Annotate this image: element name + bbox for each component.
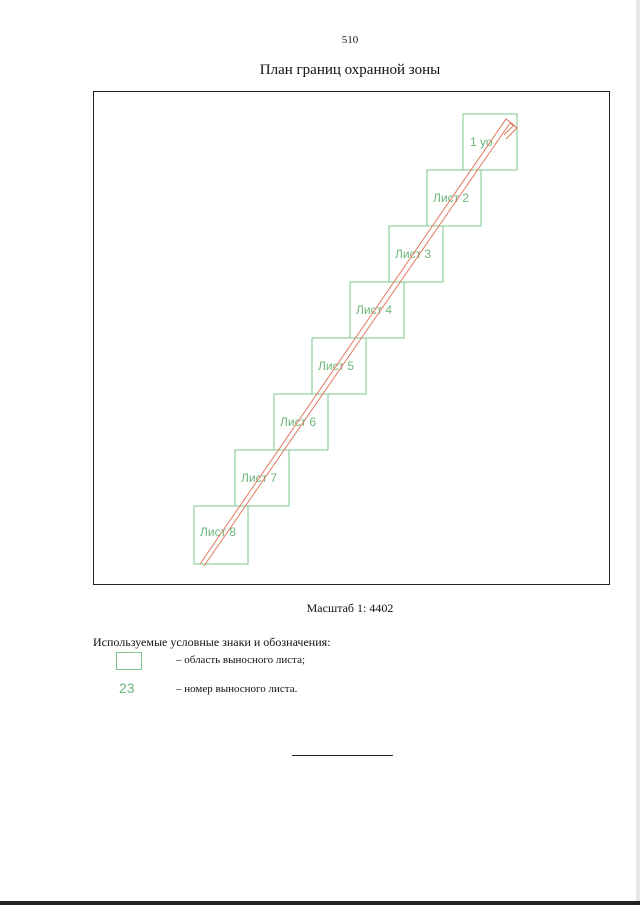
sheet-label-1: 1 уо — [470, 135, 493, 149]
sheet-label-8: Лист 8 — [200, 525, 237, 539]
map-canvas — [94, 92, 609, 584]
legend-item-text: – область выносного листа; — [176, 654, 306, 666]
sheet-label-5: Лист 5 — [318, 359, 355, 373]
page-number: 510 — [341, 34, 359, 46]
sheet-label-2: Лист 2 — [433, 191, 470, 205]
map-frame — [93, 91, 610, 585]
scan-edge — [636, 0, 640, 905]
legend-item-text: – номер выносного листа. — [176, 683, 298, 695]
legend-title: Используемые условные знаки и обозначения: — [93, 635, 331, 649]
protection-zone-outline — [200, 119, 517, 566]
sheet-number-symbol: 23 — [119, 680, 135, 696]
sheet-label-7: Лист 7 — [241, 471, 278, 485]
scan-edge — [0, 901, 640, 905]
sheet-label-3: Лист 3 — [395, 247, 432, 261]
sheet-area-swatch — [116, 652, 142, 670]
signature-line — [292, 755, 393, 756]
page-title: План границ охранной зоны — [259, 62, 441, 78]
sheet-label-6: Лист 6 — [280, 415, 317, 429]
sheet-label-4: Лист 4 — [356, 303, 393, 317]
map-scale: Масштаб 1: 4402 — [306, 601, 394, 615]
